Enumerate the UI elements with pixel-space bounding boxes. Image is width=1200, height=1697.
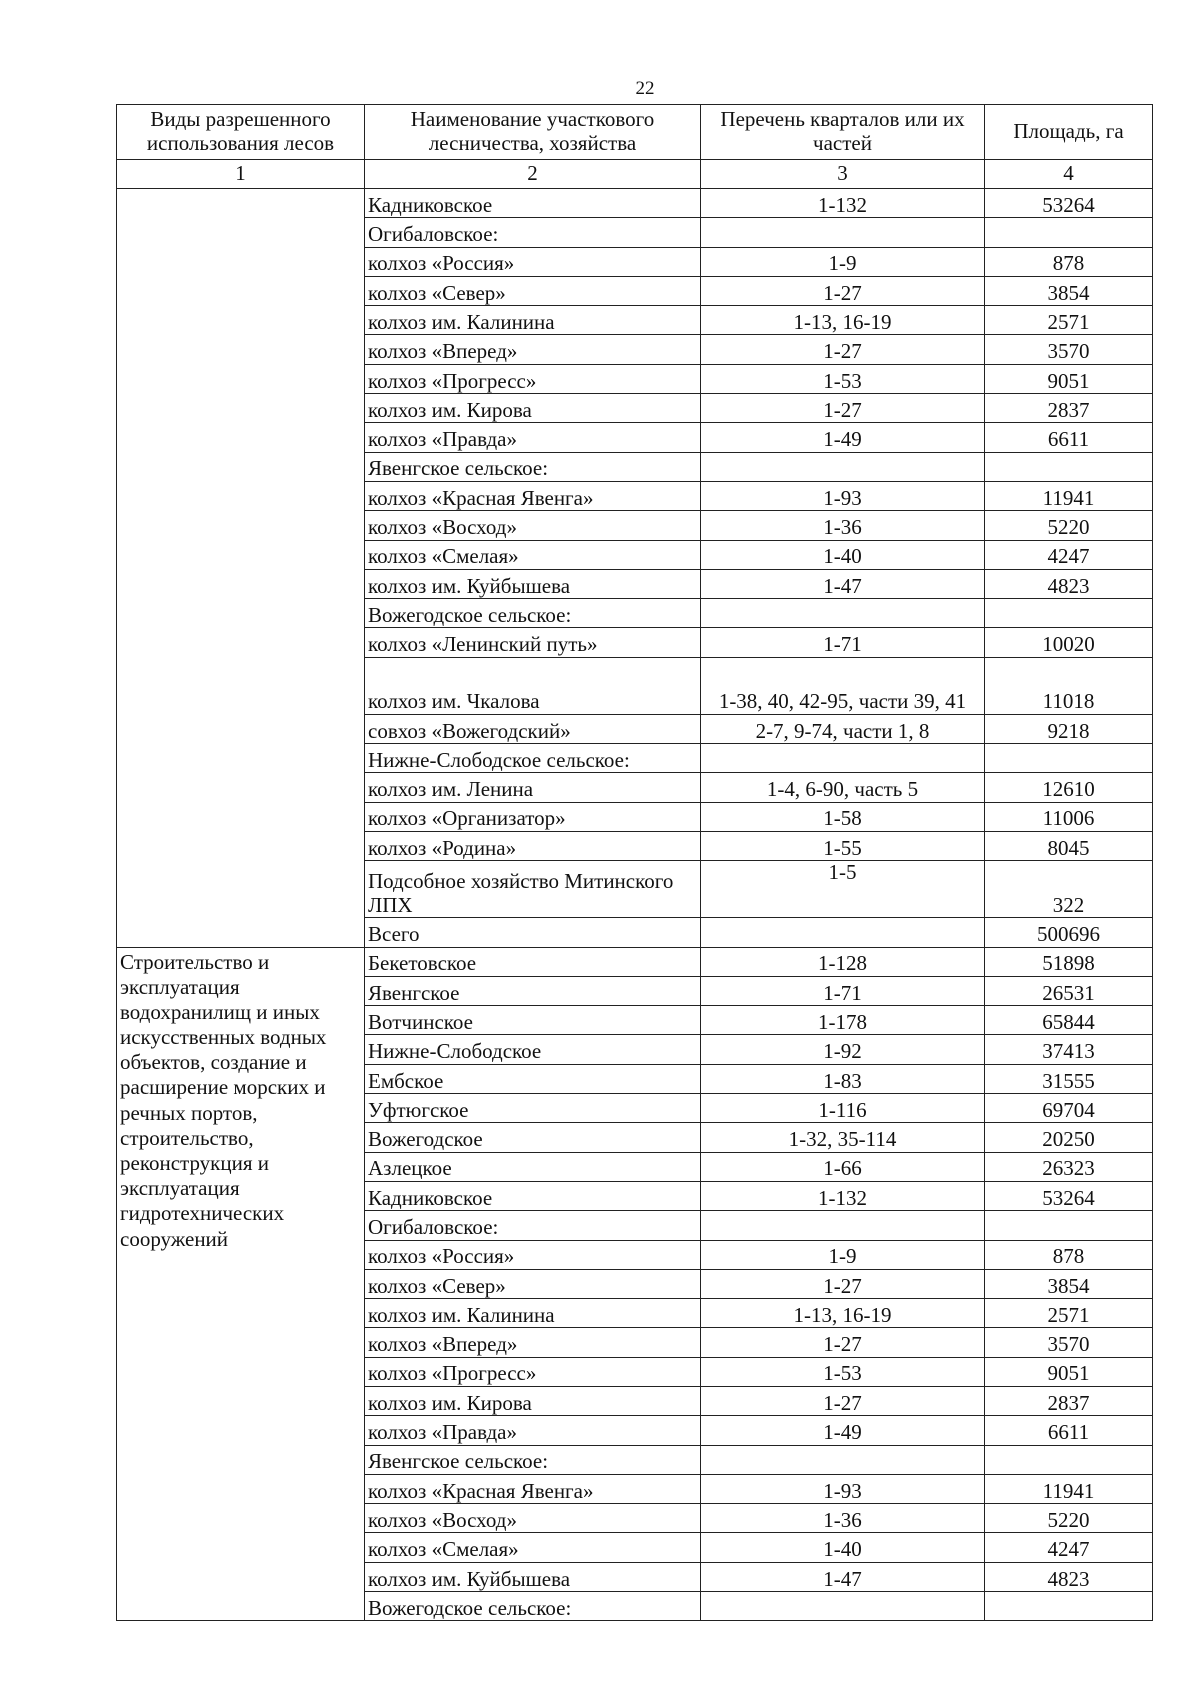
cell-forestry-name: колхоз «Восход» [365, 511, 701, 540]
cell-quarters: 1-38, 40, 42-95, части 39, 41 [701, 657, 985, 714]
cell-forestry-name: Азлецкое [365, 1152, 701, 1181]
cell-forestry-name: колхоз им. Калинина [365, 306, 701, 335]
cell-quarters [701, 1211, 985, 1240]
cell-quarters: 1-4, 6-90, часть 5 [701, 773, 985, 802]
cell-area: 53264 [985, 1181, 1153, 1210]
cell-forestry-name: колхоз «Вперед» [365, 335, 701, 364]
cell-area: 878 [985, 1240, 1153, 1269]
cell-area: 20250 [985, 1123, 1153, 1152]
cell-forestry-name: Огибаловское: [365, 1211, 701, 1240]
cell-quarters: 1-40 [701, 1533, 985, 1562]
cell-quarters: 1-128 [701, 947, 985, 976]
cell-area: 9218 [985, 714, 1153, 743]
cell-quarters: 1-9 [701, 247, 985, 276]
cell-forestry-name: колхоз «Север» [365, 1269, 701, 1298]
cell-area: 65844 [985, 1006, 1153, 1035]
cell-quarters: 1-27 [701, 1328, 985, 1357]
cell-quarters: 1-66 [701, 1152, 985, 1181]
cell-quarters: 1-53 [701, 1357, 985, 1386]
cell-forestry-name: Вотчинское [365, 1006, 701, 1035]
cell-area: 2837 [985, 1386, 1153, 1415]
cell-forestry-name: колхоз «Правда» [365, 1416, 701, 1445]
cell-forestry-name: колхоз «Россия» [365, 1240, 701, 1269]
cell-forestry-name: колхоз «Прогресс» [365, 1357, 701, 1386]
cell-forestry-name: Явенгское [365, 976, 701, 1005]
column-number: 2 [365, 160, 701, 189]
cell-area [985, 1592, 1153, 1621]
forest-use-table [116, 104, 1153, 1621]
cell-forestry-name: колхоз им. Калинина [365, 1299, 701, 1328]
cell-area [985, 744, 1153, 773]
cell-forestry-name: колхоз «Север» [365, 276, 701, 305]
cell-quarters: 1-36 [701, 511, 985, 540]
cell-quarters: 1-5 [701, 861, 985, 918]
cell-area: 10020 [985, 628, 1153, 657]
cell-quarters: 2-7, 9-74, части 1, 8 [701, 714, 985, 743]
cell-area: 4823 [985, 1562, 1153, 1591]
cell-forestry-name: Бекетовское [365, 947, 701, 976]
cell-forestry-name: Вожегодское [365, 1123, 701, 1152]
header-area: Площадь, га [985, 105, 1153, 160]
cell-forestry-name: Вожегодское сельское: [365, 599, 701, 628]
header-row [117, 105, 1153, 160]
cell-area: 9051 [985, 1357, 1153, 1386]
cell-quarters: 1-132 [701, 1181, 985, 1210]
cell-area: 4247 [985, 1533, 1153, 1562]
cell-quarters [701, 452, 985, 481]
cell-area: 69704 [985, 1094, 1153, 1123]
cell-area: 4823 [985, 569, 1153, 598]
cell-forestry-name: Всего [365, 918, 701, 947]
cell-forestry-name: Нижне-Слободское сельское: [365, 744, 701, 773]
cell-area: 3854 [985, 276, 1153, 305]
cell-quarters: 1-178 [701, 1006, 985, 1035]
cell-area: 11941 [985, 481, 1153, 510]
cell-area: 31555 [985, 1064, 1153, 1093]
cell-use-type [117, 189, 365, 948]
cell-area: 3854 [985, 1269, 1153, 1298]
cell-area: 5220 [985, 1504, 1153, 1533]
cell-forestry-name: колхоз «Ленинский путь» [365, 628, 701, 657]
cell-forestry-name: совхоз «Вожегодский» [365, 714, 701, 743]
cell-quarters: 1-47 [701, 1562, 985, 1591]
cell-forestry-name: колхоз им. Ленина [365, 773, 701, 802]
cell-quarters: 1-49 [701, 423, 985, 452]
table-body [117, 189, 1153, 1621]
cell-forestry-name: колхоз «Организатор» [365, 802, 701, 831]
cell-quarters: 1-27 [701, 1269, 985, 1298]
cell-forestry-name: колхоз «Смелая» [365, 1533, 701, 1562]
cell-area: 6611 [985, 1416, 1153, 1445]
cell-forestry-name: Огибаловское: [365, 218, 701, 247]
cell-use-type: Строительство и эксплуатация водохранилищ и иных искусственных водных объектов, создание и расширение морских и речных портов, строительство, реконструкция и эксплуатация гидротехнических сооружений [117, 947, 365, 1621]
cell-area: 9051 [985, 364, 1153, 393]
cell-area [985, 1211, 1153, 1240]
cell-area: 2571 [985, 1299, 1153, 1328]
cell-quarters: 1-9 [701, 1240, 985, 1269]
cell-area: 37413 [985, 1035, 1153, 1064]
cell-quarters: 1-27 [701, 335, 985, 364]
cell-area: 11018 [985, 657, 1153, 714]
cell-quarters: 1-36 [701, 1504, 985, 1533]
cell-forestry-name: Явенгское сельское: [365, 1445, 701, 1474]
page-number: 22 [635, 78, 655, 99]
cell-quarters [701, 1592, 985, 1621]
cell-area: 11941 [985, 1474, 1153, 1503]
cell-area: 3570 [985, 1328, 1153, 1357]
cell-quarters: 1-47 [701, 569, 985, 598]
cell-area: 2571 [985, 306, 1153, 335]
cell-quarters: 1-83 [701, 1064, 985, 1093]
cell-forestry-name: колхоз им. Чкалова [365, 657, 701, 714]
cell-quarters: 1-58 [701, 802, 985, 831]
cell-area: 878 [985, 247, 1153, 276]
cell-forestry-name: колхоз «Вперед» [365, 1328, 701, 1357]
cell-area: 26323 [985, 1152, 1153, 1181]
cell-forestry-name: Нижне-Слободское [365, 1035, 701, 1064]
cell-forestry-name: Подсобное хозяйство Митинского ЛПХ [365, 861, 701, 918]
cell-quarters: 1-13, 16-19 [701, 1299, 985, 1328]
cell-forestry-name: колхоз «Правда» [365, 423, 701, 452]
cell-forestry-name: колхоз «Россия» [365, 247, 701, 276]
column-number: 4 [985, 160, 1153, 189]
table-row [117, 947, 1153, 976]
cell-area: 8045 [985, 831, 1153, 860]
cell-forestry-name: колхоз им. Кирова [365, 394, 701, 423]
cell-area: 5220 [985, 511, 1153, 540]
cell-forestry-name: Вожегодское сельское: [365, 1592, 701, 1621]
cell-area: 51898 [985, 947, 1153, 976]
cell-forestry-name: Кадниковское [365, 1181, 701, 1210]
cell-quarters: 1-32, 35-114 [701, 1123, 985, 1152]
cell-quarters [701, 1445, 985, 1474]
cell-forestry-name: колхоз им. Куйбышева [365, 1562, 701, 1591]
cell-forestry-name: колхоз им. Кирова [365, 1386, 701, 1415]
cell-area: 11006 [985, 802, 1153, 831]
cell-forestry-name: колхоз им. Куйбышева [365, 569, 701, 598]
cell-quarters: 1-55 [701, 831, 985, 860]
cell-quarters: 1-49 [701, 1416, 985, 1445]
cell-forestry-name: Ембское [365, 1064, 701, 1093]
cell-quarters [701, 744, 985, 773]
cell-quarters: 1-71 [701, 628, 985, 657]
cell-quarters: 1-40 [701, 540, 985, 569]
cell-area: 26531 [985, 976, 1153, 1005]
cell-area [985, 452, 1153, 481]
cell-area: 322 [985, 861, 1153, 918]
cell-forestry-name: Явенгское сельское: [365, 452, 701, 481]
cell-area: 4247 [985, 540, 1153, 569]
cell-quarters [701, 918, 985, 947]
cell-area: 500696 [985, 918, 1153, 947]
cell-quarters: 1-13, 16-19 [701, 306, 985, 335]
cell-area: 2837 [985, 394, 1153, 423]
header-quarters: Перечень кварталов или их частей [701, 105, 985, 160]
cell-quarters: 1-71 [701, 976, 985, 1005]
cell-area: 6611 [985, 423, 1153, 452]
cell-quarters: 1-132 [701, 189, 985, 218]
cell-forestry-name: колхоз «Прогресс» [365, 364, 701, 393]
cell-quarters [701, 218, 985, 247]
cell-forestry-name: колхоз «Родина» [365, 831, 701, 860]
cell-forestry-name: колхоз «Красная Явенга» [365, 1474, 701, 1503]
header-use-type: Виды разрешенного использования лесов [117, 105, 365, 160]
cell-area [985, 218, 1153, 247]
cell-forestry-name: колхоз «Восход» [365, 1504, 701, 1533]
cell-forestry-name: Уфтюгское [365, 1094, 701, 1123]
cell-quarters: 1-93 [701, 481, 985, 510]
cell-quarters: 1-92 [701, 1035, 985, 1064]
cell-forestry-name: Кадниковское [365, 189, 701, 218]
cell-area: 53264 [985, 189, 1153, 218]
cell-quarters: 1-93 [701, 1474, 985, 1503]
cell-quarters [701, 599, 985, 628]
cell-quarters: 1-27 [701, 394, 985, 423]
cell-forestry-name: колхоз «Смелая» [365, 540, 701, 569]
cell-forestry-name: колхоз «Красная Явенга» [365, 481, 701, 510]
column-number-row [117, 160, 1153, 189]
header-forestry-name: Наименование участкового лесничества, хозяйства [365, 105, 701, 160]
column-number: 3 [701, 160, 985, 189]
column-number: 1 [117, 160, 365, 189]
cell-area: 12610 [985, 773, 1153, 802]
cell-quarters: 1-27 [701, 276, 985, 305]
table-row [117, 189, 1153, 218]
cell-quarters: 1-116 [701, 1094, 985, 1123]
cell-quarters: 1-27 [701, 1386, 985, 1415]
cell-area [985, 1445, 1153, 1474]
cell-area: 3570 [985, 335, 1153, 364]
table-header [117, 105, 1153, 189]
cell-area [985, 599, 1153, 628]
cell-quarters: 1-53 [701, 364, 985, 393]
